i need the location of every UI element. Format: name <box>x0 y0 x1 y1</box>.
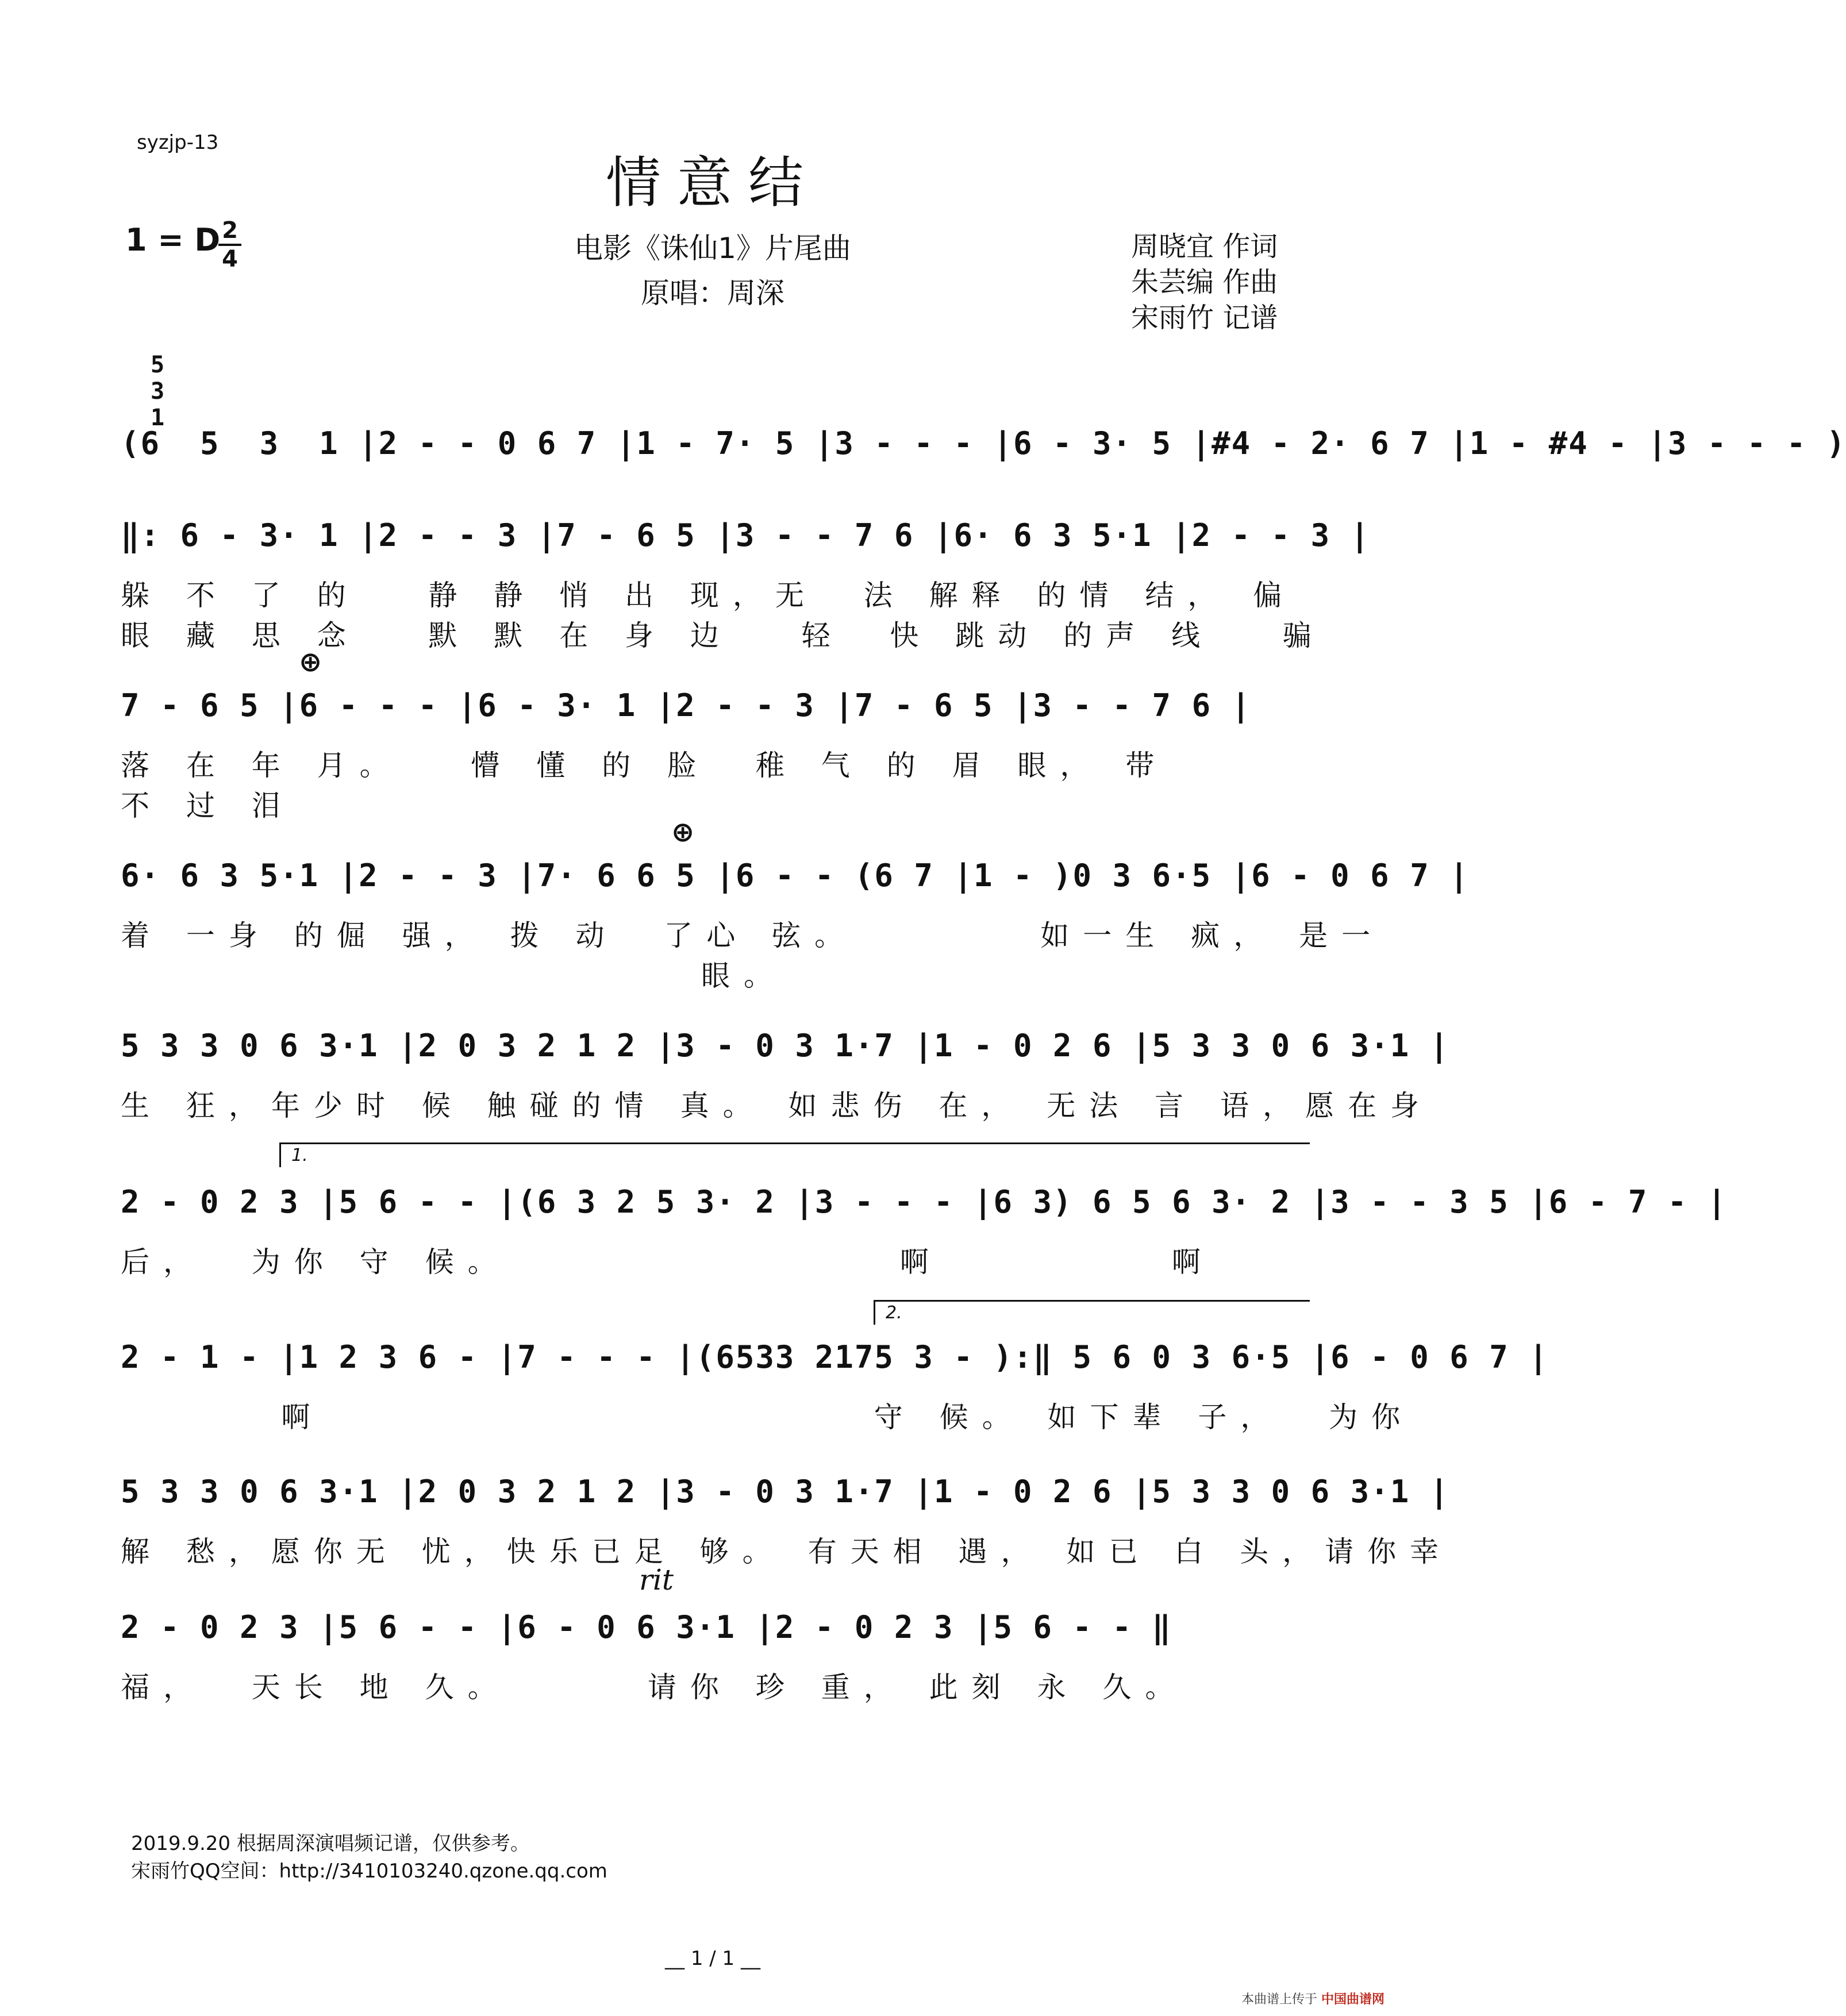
score-line-8 <box>121 1473 1453 1568</box>
score-line-2 <box>121 517 1371 652</box>
volta-1: 1. <box>279 1142 1310 1167</box>
credit-lyricist: 周晓宜 作词 <box>1131 230 1278 263</box>
score-line-3 <box>121 687 1316 822</box>
notation: 5 3 3 0 6 3·1 |2 0 3 2 1 2 |3 - 0 3 1·7 |1 - 0 2 6 |5 3 3 0 6 3·1 | <box>121 1473 1450 1510</box>
volta-2: 2. <box>874 1300 1310 1325</box>
time-numerator: 2 <box>222 217 238 244</box>
credit-transcriber: 宋雨竹 记谱 <box>1131 302 1278 334</box>
notation: ‖: 6 - 3· 1 |2 - - 3 |7 - 6 5 |3 - - 7 6 |6· 6 3 5·1 |2 - - 3 | <box>121 517 1371 553</box>
notation: 6· 6 3 5·1 |2 - - 3 |7· 6 6 5 |6 - - (6 7 |1 - )0 3 6·5 |6 - 0 6 7 | <box>121 857 1470 894</box>
score-line-9 <box>121 1609 1316 1704</box>
page-number: __ 1 / 1 __ <box>665 1947 760 1970</box>
lyrics-verse-1: 着 一身 的倔 强， 拨 动 了心 弦。 如一生 疯， 是一 <box>121 919 1384 952</box>
notation: 5 3 3 0 6 3·1 |2 0 3 2 1 2 |3 - 0 3 1·7 |1 - 0 2 6 |5 3 3 0 6 3·1 | <box>121 1028 1450 1064</box>
notation: 2 - 0 2 3 |5 6 - - |6 - 0 6 3·1 |2 - 0 2 3 |5 6 - - ‖ <box>121 1609 1172 1645</box>
score-line-4 <box>121 857 1470 992</box>
coda-sign-icon: ⊕ <box>299 646 322 678</box>
lyrics-verse-2: 眼 藏 思 念 默 默 在 身 边 轻 快 跳动 的声 线 骗 <box>121 619 1325 652</box>
lyrics: 解 愁，愿你无 忧，快乐已足 够。 有天相 遇， 如已 白 头，请你幸 <box>121 1535 1453 1568</box>
key-signature: 1 = D <box>125 222 221 258</box>
lyrics-verse-1: 躲 不 了 的 静 静 悄 出 现，无 法 解释 的情 结， 偏 <box>121 579 1296 612</box>
lyrics: 啊 守 候。 如下辈 子， 为你 <box>121 1401 1414 1434</box>
score-line-6 <box>121 1184 1728 1279</box>
subtitle: 电影《诛仙1》片尾曲 <box>574 232 851 265</box>
lyrics: 福， 天长 地 久。 请你 珍 重， 此刻 永 久。 <box>121 1671 1188 1704</box>
lyrics-verse-1: 落 在 年 月。 懵 懂 的 脸 稚 气 的 眉 眼， 带 <box>121 749 1168 782</box>
ritardando-marking: rit <box>639 1563 674 1596</box>
footer-qq-link[interactable]: 宋雨竹QQ空间：http://3410103240.qzone.qq.com <box>131 1860 607 1883</box>
lyrics: 生 狂，年少时 候 触碰的情 真。 如悲伤 在， 无法 言 语，愿在身 <box>121 1089 1433 1122</box>
score-line-5 <box>121 1028 1450 1122</box>
coda-sign-icon: ⊕ <box>671 816 695 848</box>
credit-composer: 朱芸编 作曲 <box>1131 266 1278 298</box>
notation: 2 - 0 2 3 |5 6 - - |(6 3 2 5 3· 2 |3 - - - |6 3) 6 5 6 3· 2 |3 - - 3 5 |6 - 7 - | <box>121 1184 1728 1220</box>
watermark-stamp: 本曲谱上传于 中国曲谱网 <box>1241 1992 1385 2007</box>
lyrics: 后， 为你 守 候。 啊 啊 <box>121 1245 1214 1279</box>
notation: (6 5 3 1 |2 - - 0 6 7 |1 - 7· 5 |3 - - - |6 - 3· 5 |#4 - 2· 6 7 |1 - #4 - |3 - - - ) <box>121 425 1846 461</box>
notation: 7 - 6 5 |6 - - - |6 - 3· 1 |2 - - 3 |7 - 6 5 |3 - - 7 6 | <box>121 687 1252 724</box>
lyrics-verse-2: 不 过 泪 <box>121 789 294 822</box>
notation: 2 - 1 - |1 2 3 6 - |7 - - - |(6533 2175 3 - ):‖ 5 6 0 3 6·5 |6 - 0 6 7 | <box>121 1339 1549 1375</box>
score-line-1 <box>121 425 1846 488</box>
lyrics-verse-2: 眼。 <box>701 959 786 992</box>
score-code: syzjp-13 <box>137 131 219 154</box>
footer-note: 2019.9.20 根据周深演唱频记谱，仅供参考。 <box>131 1832 530 1855</box>
arpeggio-chord: 5 3 1 <box>151 352 165 431</box>
score-line-7 <box>121 1339 1549 1434</box>
time-denominator: 4 <box>222 246 238 272</box>
page-title: 情意结 <box>606 151 820 215</box>
original-singer: 原唱：周深 <box>641 276 784 310</box>
